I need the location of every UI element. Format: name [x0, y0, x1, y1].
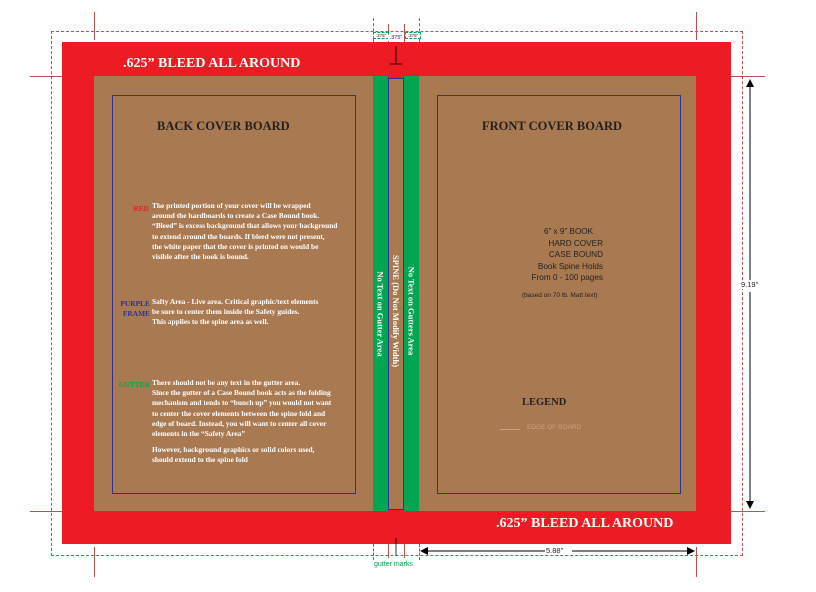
spec-line: 6” x 9” BOOK: [544, 227, 594, 236]
note-line: should extend to the spine fold: [152, 455, 248, 465]
note-line: However, background graphics or solid colors used,: [152, 445, 315, 455]
note-tag-red: RED: [133, 204, 149, 213]
note-line: elements in the “Safety Area”: [152, 429, 246, 439]
height-dimension-label: 9.19”: [741, 280, 759, 289]
width-dimension-label: 5.88”: [546, 546, 564, 555]
note-line: There should not be any text in the gutter area.: [152, 378, 301, 387]
spec-line: From 0 - 100 pages: [531, 273, 603, 282]
note-tag-purple-frame: PURPLE FRAME: [120, 299, 150, 318]
note-line: be sure to center them inside the Safety guides.: [152, 307, 300, 317]
note-line: This applies to the spine area as well.: [152, 317, 269, 327]
gutter-right-dimension: .375”: [405, 32, 421, 39]
note-line: edge of board. Instead, you will want to center all cover: [152, 418, 327, 428]
note-line: Safty Area - Live area. Critical graphic/text elements: [152, 297, 319, 306]
note-line: visible after the book is bound.: [152, 252, 249, 262]
front-cover-title: FRONT COVER BOARD: [482, 119, 623, 133]
note-line: mechanism and tends to “bunch up” you would not want: [152, 398, 332, 408]
gutter-left-dimension: .375”: [373, 32, 389, 39]
spine-label: SPINE (Do Not Modify Width): [391, 254, 401, 368]
back-cover-title: BACK COVER BOARD: [157, 119, 290, 133]
note-tag-gutter: GUTTER: [118, 380, 150, 389]
legend-item-label: EDGE OF BOARD: [527, 424, 582, 431]
gutter-marks-label: gutter marks: [374, 561, 413, 568]
spine-dimension: .375”: [389, 35, 403, 41]
spec-small-note: (based on 70 lb. Matt text): [522, 292, 598, 299]
gutter-right-label: No Text on Gutters Area: [406, 266, 417, 356]
spec-line: HARD COVER: [548, 238, 603, 248]
spec-line: Book Spine Holds: [537, 261, 603, 271]
note-line: the white paper that the cover is printed on would be: [152, 241, 319, 251]
note-line: “Bleed” is excess background that allows your background: [152, 221, 338, 231]
note-line: to center the cover elements between the spine fold and: [152, 408, 326, 418]
bleed-label-top: .625” BLEED ALL AROUND: [123, 56, 301, 71]
note-line: The printed portion of your cover will be wrapped: [152, 201, 311, 210]
gutter-left-label: No Text on Gutter Area: [375, 271, 386, 357]
spec-line: CASE BOUND: [548, 250, 603, 259]
legend-title: LEGEND: [522, 397, 567, 408]
note-line: to extend around the boards. If bleed were not present,: [152, 231, 325, 241]
note-line: around the hardboards to create a Case Bound book.: [152, 211, 320, 221]
bleed-label-bottom: .625” BLEED ALL AROUND: [496, 516, 674, 531]
note-line: Since the gutter of a Case Bound book acts as the folding: [152, 388, 331, 398]
